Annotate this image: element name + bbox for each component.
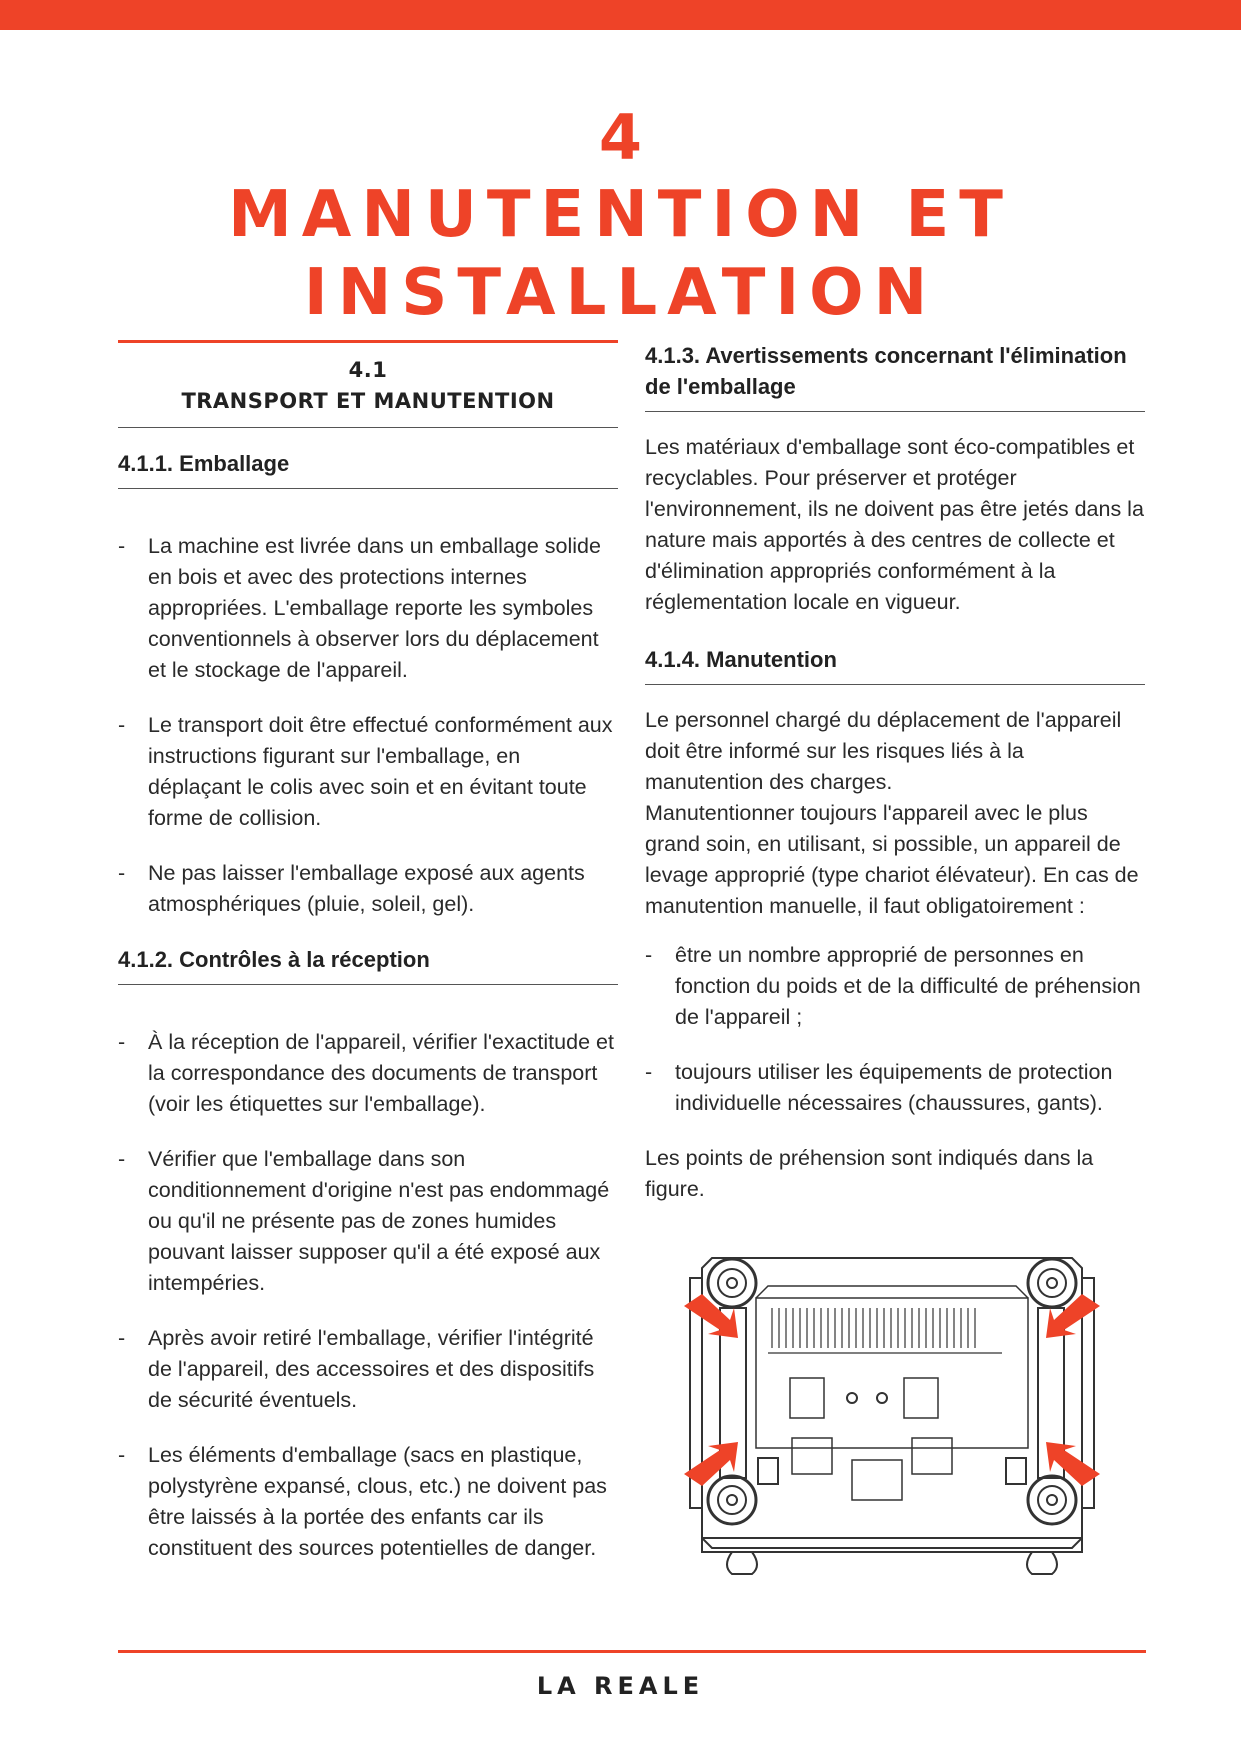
caster-top-left <box>708 1259 756 1307</box>
section-number: 4.1 <box>348 358 388 382</box>
bullet-dash: - <box>118 861 126 885</box>
machine-underside-figure <box>672 1238 1112 1583</box>
top-accent-bar <box>0 0 1241 30</box>
list-item: - Les éléments d'emballage (sacs en plastique, polystyrène expansé, clous, etc.) ne doivent pas être laissés à la portée des enfants car ils constituent des sources potentielles de danger. <box>118 1440 618 1564</box>
elimination-heading: 4.1.3. Avertissements concernant l'élimination de l'emballage <box>645 340 1145 412</box>
manutention-heading: 4.1.4. Manutention <box>645 644 1145 685</box>
list-item: - Ne pas laisser l'emballage exposé aux agents atmosphériques (pluie, soleil, gel). <box>118 858 618 920</box>
section-title: TRANSPORT ET MANUTENTION <box>181 389 555 413</box>
right-column <box>645 340 1145 1205</box>
list-item: - Le transport doit être effectué conformément aux instructions figurant sur l'emballage, en déplaçant le colis avec soin et en évitant toute forme de collision. <box>118 710 618 834</box>
bullet-dash: - <box>118 1147 126 1171</box>
footer-rule <box>118 1650 1146 1653</box>
bullet-dash: - <box>118 534 126 558</box>
emballage-list <box>118 531 618 920</box>
footer-brand: LA REALE <box>536 1672 705 1700</box>
list-item: - Vérifier que l'emballage dans son conditionnement d'origine n'est pas endommagé ou qu'il ne présente pas de zones humides pouvant laisser supposer qu'il a été exposé aux intempéries. <box>118 1144 618 1299</box>
bullet-dash: - <box>645 943 653 967</box>
list-item: - La machine est livrée dans un emballage solide en bois et avec des protections internes appropriées. L'emballage reporte les symboles conventionnels à observer lors du déplacement et le stockage de l'appareil. <box>118 531 618 686</box>
elimination-text: Les matériaux d'emballage sont éco-compatibles et recyclables. Pour préserver et protéger l'environnement, ils ne doivent pas être jetés dans la nature mais apportés à des centres de collecte et d'élimination appropriés conformément à la réglementation locale en vigueur. <box>645 435 1144 614</box>
manutention-list <box>645 940 1145 1119</box>
bullet-dash: - <box>118 713 126 737</box>
manutention-text-1: Le personnel chargé du déplacement de l'appareil doit être informé sur les risques liés à la manutention des charges. <box>645 708 1122 794</box>
chapter-title-line2: INSTALLATION <box>303 256 938 330</box>
manutention-text-2: Manutentionner toujours l'appareil avec le plus grand soin, en utilisant, si possible, un appareil de levage approprié (type chariot élévateur). En cas de manutention manuelle, il faut obligatoirement : <box>645 801 1139 918</box>
list-item: - toujours utiliser les équipements de protection individuelle nécessaires (chaussures, gants). <box>645 1057 1145 1119</box>
list-item: - être un nombre approprié de personnes en fonction du poids et de la difficulté de préhension de l'appareil ; <box>645 940 1145 1033</box>
list-item: - À la réception de l'appareil, vérifier l'exactitude et la correspondance des documents de transport (voir les étiquettes sur l'emballage). <box>118 1027 618 1120</box>
bullet-dash: - <box>118 1326 126 1350</box>
bullet-dash: - <box>645 1060 653 1084</box>
chapter-title-line1: MANUTENTION ET <box>228 178 1013 252</box>
emballage-heading: 4.1.1. Emballage <box>118 448 618 489</box>
controles-list <box>118 1027 618 1564</box>
bullet-dash: - <box>118 1030 126 1054</box>
chapter-number: 4 <box>598 101 643 174</box>
section-heading <box>118 340 618 428</box>
left-column <box>118 340 618 1588</box>
bullet-dash: - <box>118 1443 126 1467</box>
chapter-heading <box>0 100 1241 332</box>
list-item: - Après avoir retiré l'emballage, vérifier l'intégrité de l'appareil, des accessoires et des dispositifs de sécurité éventuels. <box>118 1323 618 1416</box>
controles-heading: 4.1.2. Contrôles à la réception <box>118 944 618 985</box>
figure-caption: Les points de préhension sont indiqués dans la figure. <box>645 1146 1094 1201</box>
